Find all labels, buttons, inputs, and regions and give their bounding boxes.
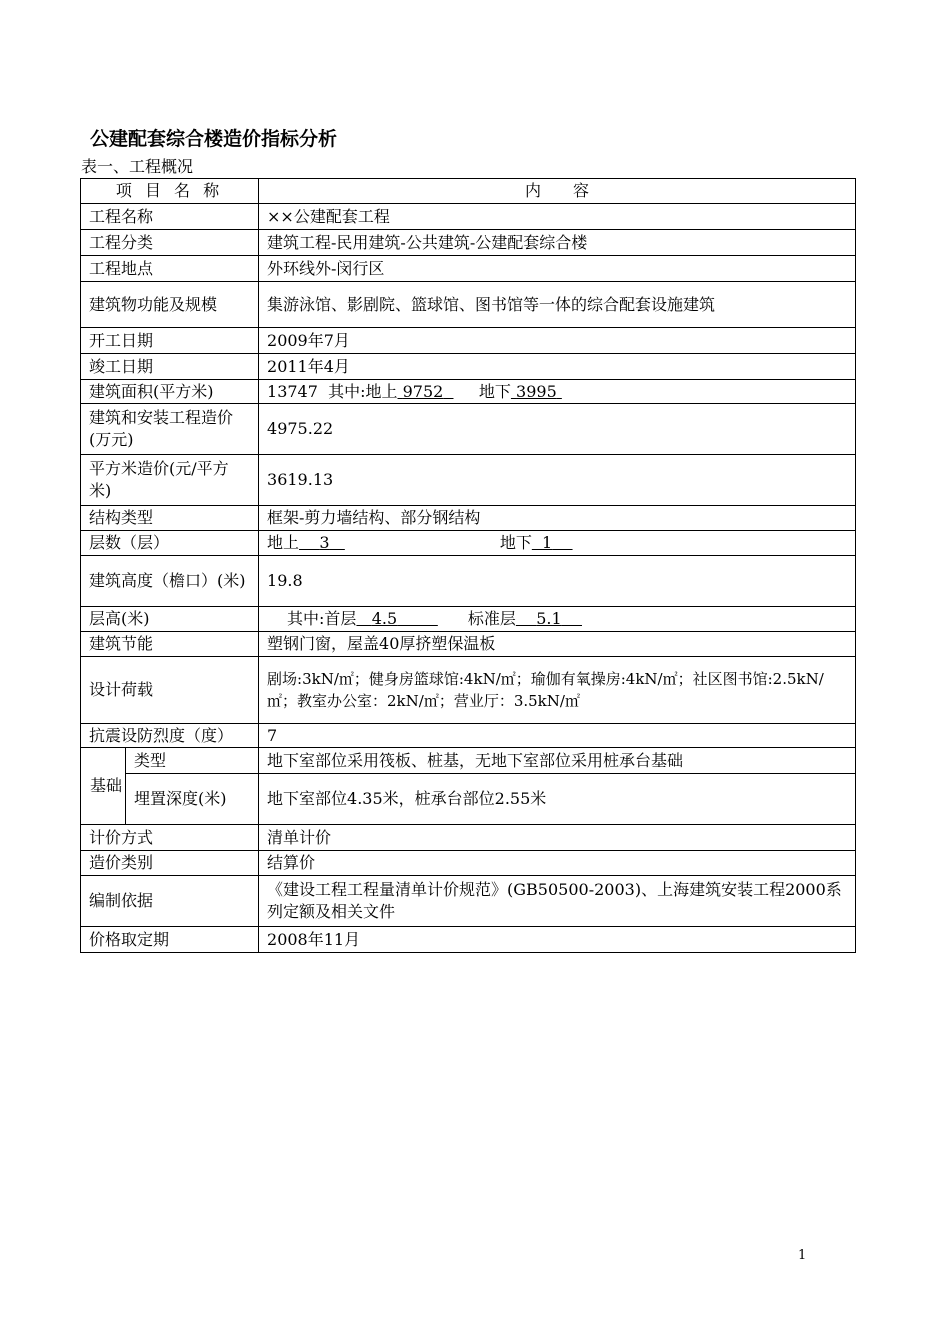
table-row [81, 256, 856, 282]
row-label: 建筑节能 [81, 632, 259, 657]
row-value: 集游泳馆、影剧院、篮球馆、图书馆等一体的综合配套设施建筑 [259, 282, 856, 328]
table-caption: 表一、工程概况 [81, 157, 194, 176]
row-label: 计价方式 [81, 825, 259, 851]
row-label: 层高(米) [81, 607, 259, 632]
table-row [81, 328, 856, 354]
row-value [259, 607, 856, 632]
table-row [81, 657, 856, 724]
row-value: 清单计价 [259, 825, 856, 851]
table-row [81, 354, 856, 380]
table-row [81, 876, 856, 927]
table-row [81, 506, 856, 531]
row-value: 结算价 [259, 851, 856, 876]
row-label: 工程地点 [81, 256, 259, 282]
table-row [81, 607, 856, 632]
table-row [81, 632, 856, 657]
row-value: 2008年11月 [259, 927, 856, 953]
floors-above: 3 [319, 533, 330, 552]
row-label: 开工日期 [81, 328, 259, 354]
row-label: 结构类型 [81, 506, 259, 531]
document-title: 公建配套综合楼造价指标分析 [90, 128, 338, 150]
floor-height-standard: 5.1 [536, 609, 562, 628]
table-row [81, 230, 856, 256]
table-row [81, 531, 856, 556]
area-above: 9752 [402, 381, 444, 401]
row-value: ××公建配套工程 [259, 204, 856, 230]
row-label: 建筑高度（檐口）(米) [81, 556, 259, 607]
row-label: 建筑物功能及规模 [81, 282, 259, 328]
area-below-prefix: 地下 [478, 381, 511, 401]
floor-height-first: 4.5 [371, 609, 398, 628]
row-label: 建筑面积(平方米) [81, 380, 259, 404]
row-label: 建筑和安装工程造价(万元) [81, 404, 259, 455]
row-label: 造价类别 [81, 851, 259, 876]
row-value: 2009年7月 [259, 328, 856, 354]
area-below: 3995 [516, 381, 557, 401]
table-row [81, 455, 856, 506]
row-label: 层数（层） [81, 531, 259, 556]
table-row [81, 282, 856, 328]
row-label: 价格取定期 [81, 927, 259, 953]
floors-above-prefix: 地上 [267, 533, 300, 552]
row-value: 塑钢门窗，屋盖40厚挤塑保温板 [259, 632, 856, 657]
row-value: 19.8 [259, 556, 856, 607]
row-value: 2011年4月 [259, 354, 856, 380]
area-above-prefix: 其中:地上 [328, 381, 398, 401]
project-overview-table [80, 178, 856, 953]
floors-below-prefix: 地下 [499, 533, 532, 552]
table-row [81, 825, 856, 851]
table-row [81, 851, 856, 876]
row-value: 4975.22 [259, 404, 856, 455]
row-value: 《建设工程工程量清单计价规范》(GB50500-2003)、上海建筑安装工程2000系列定额及相关文件 [259, 876, 856, 927]
header-content: 内 容 [259, 179, 856, 204]
row-value: 框架-剪力墙结构、部分钢结构 [259, 506, 856, 531]
row-label: 工程名称 [81, 204, 259, 230]
floors-below: 1 [542, 533, 553, 552]
row-value [259, 531, 856, 556]
row-label: 设计荷载 [81, 657, 259, 724]
row-value: 地下室部位采用筏板、桩基，无地下室部位采用桩承台基础 [259, 748, 856, 774]
area-total: 13747 [267, 381, 318, 401]
row-label: 平方米造价(元/平方米) [81, 455, 259, 506]
floor-height-first-prefix: 其中:首层 [287, 609, 357, 628]
row-value: 外环线外-闵行区 [259, 256, 856, 282]
table-header-row [81, 179, 856, 204]
row-value: 剧场:3kN/㎡；健身房篮球馆:4kN/㎡；瑜伽有氧操房:4kN/㎡；社区图书馆:2.5kN/㎡；教室办公室：2kN/㎡；营业厅：3.5kN/㎡ [259, 657, 856, 724]
row-value: 3619.13 [259, 455, 856, 506]
foundation-label: 基础 [81, 748, 126, 825]
table-row [81, 404, 856, 455]
row-value: 建筑工程-民用建筑-公共建筑-公建配套综合楼 [259, 230, 856, 256]
row-label: 编制依据 [81, 876, 259, 927]
table-row [81, 724, 856, 748]
row-label: 工程分类 [81, 230, 259, 256]
row-label: 埋置深度(米) [126, 774, 259, 825]
page-number: 1 [798, 1248, 807, 1263]
row-label: 抗震设防烈度（度） [81, 724, 259, 748]
table-row [81, 927, 856, 953]
row-value [259, 380, 856, 404]
row-label: 竣工日期 [81, 354, 259, 380]
table-row [81, 380, 856, 404]
table-row [81, 774, 856, 825]
table-row [81, 556, 856, 607]
table-row [81, 748, 856, 774]
row-value: 7 [259, 724, 856, 748]
row-label: 类型 [126, 748, 259, 774]
floor-height-standard-prefix: 标准层 [467, 609, 516, 628]
row-value: 地下室部位4.35米，桩承台部位2.55米 [259, 774, 856, 825]
header-item-name: 项 目 名 称 [81, 179, 259, 204]
table-row [81, 204, 856, 230]
